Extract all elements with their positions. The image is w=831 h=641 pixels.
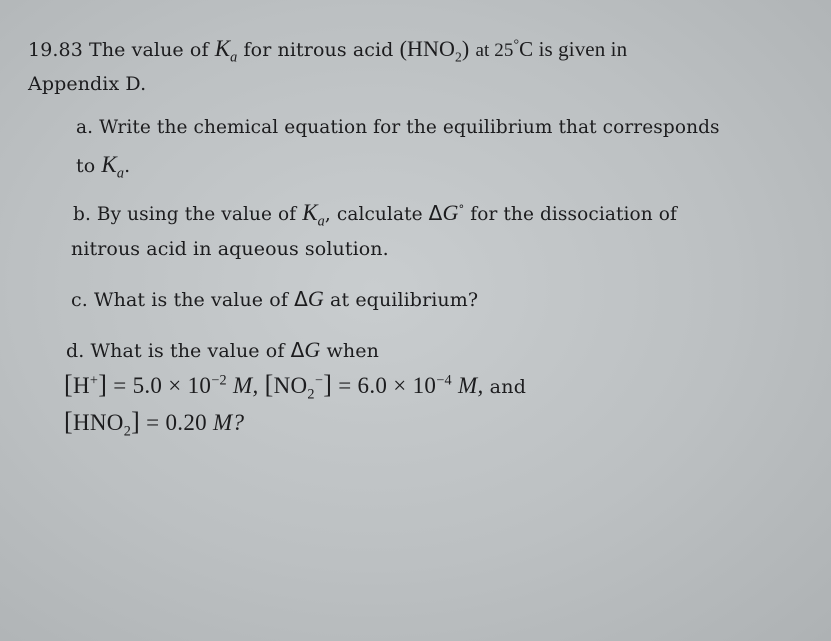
ka-symbol: $K_a$	[214, 36, 238, 66]
problem-number: 19.83	[28, 39, 83, 61]
part-d-line3	[64, 407, 245, 440]
part-c-text-post: at equilibrium?	[330, 289, 479, 311]
part-d-text-post: when	[326, 340, 379, 362]
part-a-line1	[76, 117, 720, 138]
temperature-text: at 25	[475, 40, 514, 61]
part-b-text-pre: By using the value of	[96, 204, 297, 225]
part-b-line1	[73, 200, 677, 230]
intro-text: The value of	[89, 39, 209, 61]
part-b-delta-g: ΔG°	[428, 200, 465, 225]
part-c-line	[71, 286, 478, 312]
part-a-ka-symbol: $K_a$	[101, 152, 125, 182]
h-exponent: −2	[211, 372, 227, 389]
part-b-text-post: for the dissociation of	[470, 204, 677, 225]
problem-statement-line1	[28, 36, 628, 66]
h-value: = 5.0 × 10	[113, 373, 212, 398]
and-text: and	[489, 376, 527, 398]
part-d-line2	[64, 370, 527, 403]
no2-value: = 6.0 × 10	[338, 373, 437, 398]
no2-concentration: $[NO_2^-]$	[264, 370, 333, 403]
h-concentration: [H+]	[64, 370, 108, 399]
h-unit: M,	[233, 373, 259, 398]
part-b-label: b.	[73, 204, 91, 225]
part-b-text-mid: , calculate	[324, 204, 423, 225]
part-c-delta-g: ΔG	[294, 286, 324, 311]
hno2-formula: $(HNO_2)$	[399, 36, 470, 65]
part-a-line2	[76, 152, 131, 182]
part-d-label: d.	[66, 340, 85, 362]
no2-unit: M,	[458, 373, 484, 398]
part-b-line2: nitrous acid in aqueous solution.	[71, 238, 389, 260]
problem-statement-line2: Appendix D.	[28, 73, 147, 95]
temperature-unit-text: C is given in	[519, 37, 628, 61]
degree-symbol: °	[513, 37, 520, 53]
part-d-delta-g: ΔG	[290, 337, 321, 362]
hno2-value: = 0.20	[146, 410, 207, 435]
part-d-text-pre: What is the value of	[90, 340, 285, 362]
intro-text-acid: for nitrous acid	[243, 39, 394, 61]
part-a-period: .	[124, 155, 131, 177]
hno2-unit: M?	[213, 410, 245, 435]
part-c-label: c.	[71, 289, 88, 311]
hno2-concentration: $[HNO_2]$	[64, 407, 141, 440]
no2-exponent: −4	[436, 372, 452, 389]
part-a-to-text: to	[76, 155, 96, 177]
part-a-text: Write the chemical equation for the equilibrium that corresponds	[99, 117, 720, 138]
part-b-ka-symbol: $K_a$	[302, 200, 325, 230]
part-d-line1	[66, 337, 379, 363]
part-c-text-pre: What is the value of	[94, 289, 288, 311]
part-a-label: a.	[76, 117, 94, 138]
